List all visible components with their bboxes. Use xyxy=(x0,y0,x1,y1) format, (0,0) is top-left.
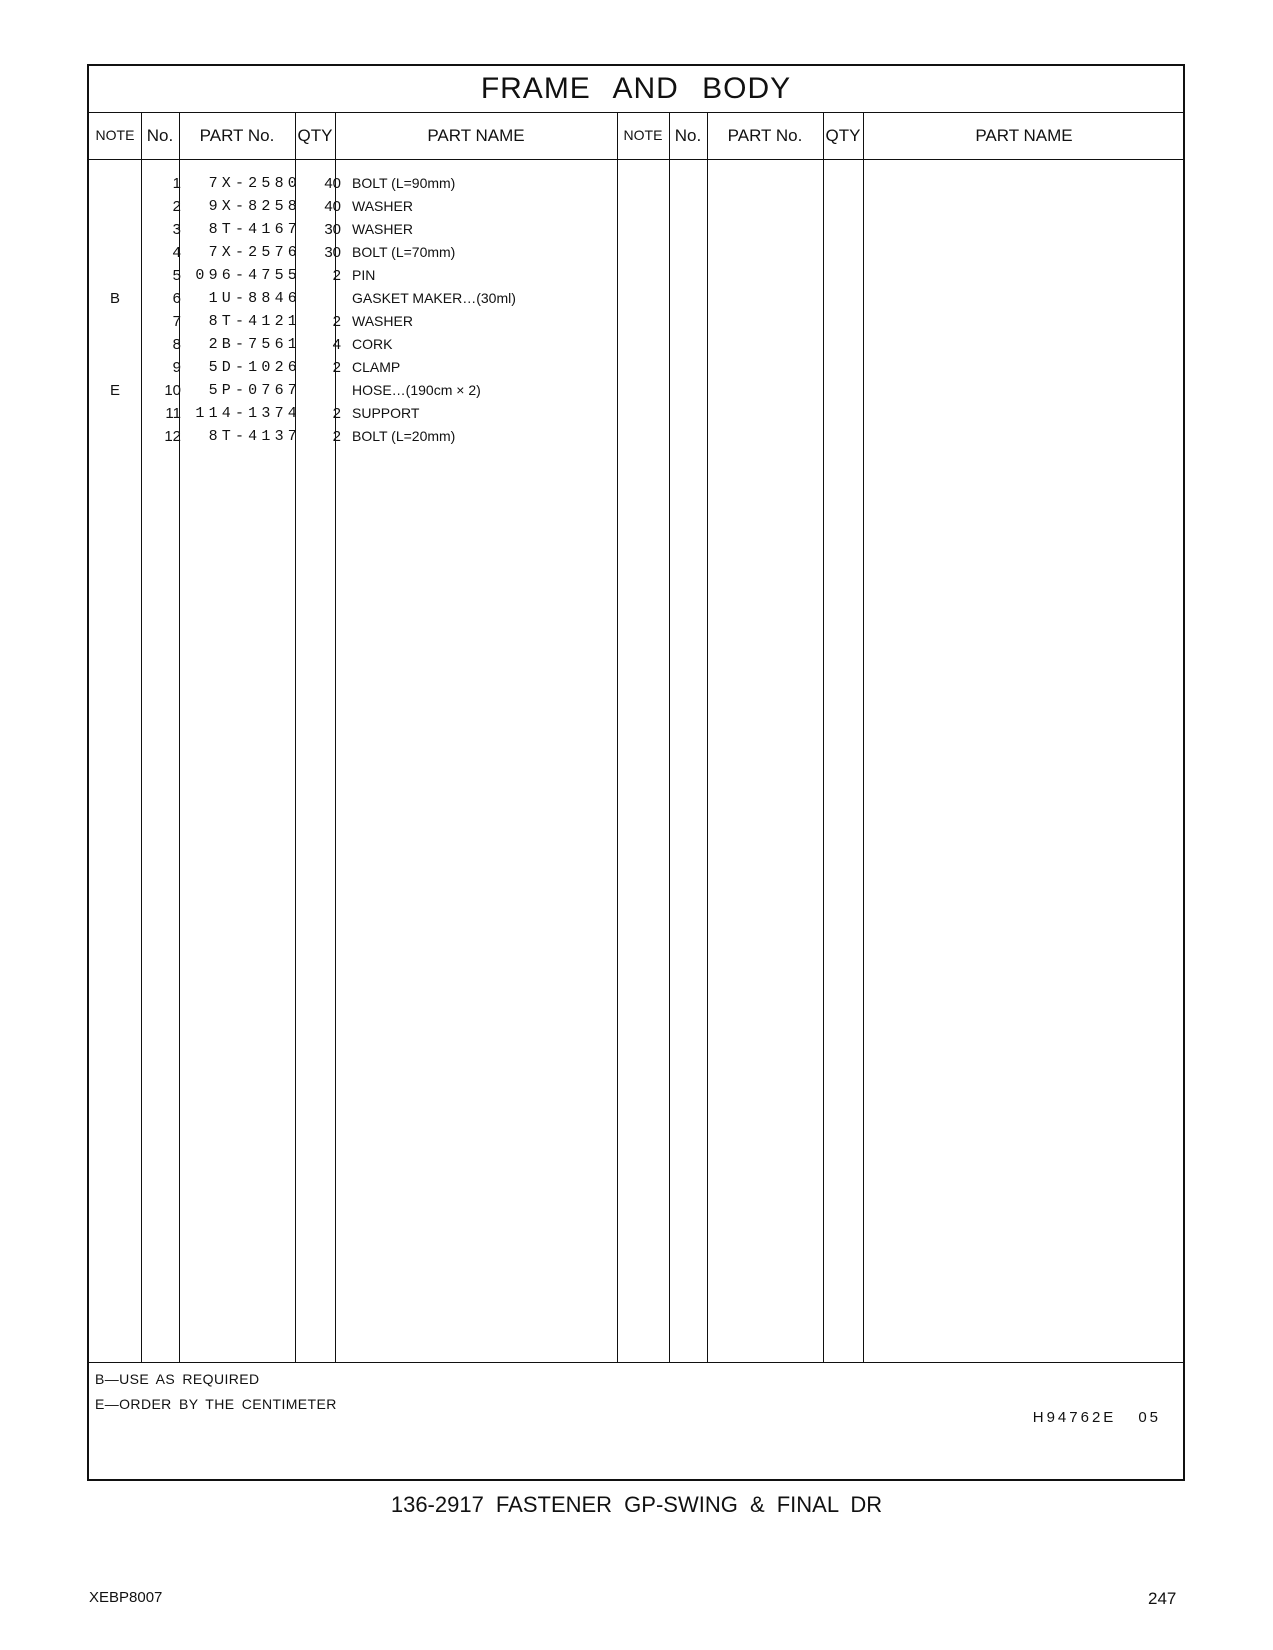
row-part-name: BOLT (L=20mm) xyxy=(352,428,456,444)
table-row xyxy=(89,333,1183,356)
row-no: 4 xyxy=(172,244,181,261)
row-part-no: 1U-8846 xyxy=(208,290,301,307)
group-caption: 136-2917 FASTENER GP-SWING & FINAL DR xyxy=(390,1492,883,1517)
table-row xyxy=(89,218,1183,241)
row-note: E xyxy=(109,382,120,399)
page-number: 247 xyxy=(1148,1589,1177,1608)
row-part-name: SUPPORT xyxy=(352,405,420,421)
table-title: FRAME AND BODY xyxy=(89,66,1183,113)
row-qty: 2 xyxy=(332,267,341,284)
row-part-name: PIN xyxy=(352,267,376,283)
row-no: 12 xyxy=(164,428,181,445)
parts-table-frame xyxy=(87,64,1185,1481)
row-part-no: 5P-0767 xyxy=(208,382,301,399)
row-qty: 2 xyxy=(332,428,341,445)
table-row xyxy=(89,287,1183,310)
row-qty: 2 xyxy=(332,405,341,422)
row-part-no: 9X-8258 xyxy=(208,198,301,215)
row-part-name: WASHER xyxy=(352,198,413,214)
row-no: 1 xyxy=(172,175,181,192)
row-part-no: 096-4755 xyxy=(195,267,301,284)
row-no: 8 xyxy=(172,336,181,353)
row-part-name: GASKET MAKER…(30ml) xyxy=(352,290,516,306)
row-part-name: CORK xyxy=(352,336,393,352)
row-no: 6 xyxy=(172,290,181,307)
row-no: 11 xyxy=(165,405,181,422)
row-part-no: 8T-4137 xyxy=(208,428,301,445)
document-id: XEBP8007 xyxy=(89,1589,163,1606)
footnote-e: E—ORDER BY THE CENTIMETER xyxy=(95,1396,337,1412)
table-header xyxy=(89,112,1183,160)
table-row xyxy=(89,264,1183,287)
table-row xyxy=(89,172,1183,195)
header-part-name: PART NAME xyxy=(427,126,525,145)
table-row xyxy=(89,356,1183,379)
header-note: NOTE xyxy=(95,127,135,143)
row-qty: 30 xyxy=(324,221,341,238)
row-part-no: 5D-1026 xyxy=(208,359,301,376)
table-row xyxy=(89,402,1183,425)
table-footer xyxy=(89,1362,1183,1482)
row-no: 5 xyxy=(172,267,181,284)
table-row xyxy=(89,195,1183,218)
row-note: B xyxy=(109,290,120,307)
row-part-name: BOLT (L=70mm) xyxy=(352,244,456,260)
row-part-no: 2B-7561 xyxy=(208,336,301,353)
header-qty-2: QTY xyxy=(825,126,861,145)
header-note-2: NOTE xyxy=(623,127,663,143)
footnote-b: B—USE AS REQUIRED xyxy=(95,1371,260,1387)
row-no: 3 xyxy=(172,221,181,238)
row-part-no: 7X-2580 xyxy=(208,175,301,192)
row-qty: 2 xyxy=(332,359,341,376)
row-qty: 30 xyxy=(324,244,341,261)
drawing-code: H94762E xyxy=(1032,1409,1117,1426)
row-no: 2 xyxy=(172,198,181,215)
row-qty: 4 xyxy=(332,336,341,353)
row-part-name: CLAMP xyxy=(352,359,401,375)
row-qty: 40 xyxy=(324,175,341,192)
row-part-name: BOLT (L=90mm) xyxy=(352,175,456,191)
row-part-no: 114-1374 xyxy=(195,405,301,422)
header-part-name-2: PART NAME xyxy=(975,126,1073,145)
row-part-no: 8T-4167 xyxy=(208,221,301,238)
row-no: 9 xyxy=(172,359,181,376)
row-qty: 2 xyxy=(332,313,341,330)
table-row xyxy=(89,425,1183,448)
header-qty: QTY xyxy=(297,126,333,145)
table-row xyxy=(89,310,1183,333)
header-no: No. xyxy=(146,126,174,145)
table-row xyxy=(89,241,1183,264)
row-qty: 40 xyxy=(324,198,341,215)
row-part-name: WASHER xyxy=(352,313,413,329)
row-no: 7 xyxy=(172,313,181,330)
header-part-no: PART No. xyxy=(199,126,275,145)
row-part-name: HOSE…(190cm × 2) xyxy=(352,382,481,398)
row-part-name: WASHER xyxy=(352,221,413,237)
row-part-no: 8T-4121 xyxy=(208,313,301,330)
row-no: 10 xyxy=(164,382,181,399)
header-no-2: No. xyxy=(674,126,702,145)
revision-number: 05 xyxy=(1138,1409,1161,1426)
table-row xyxy=(89,379,1183,402)
row-part-no: 7X-2576 xyxy=(208,244,301,261)
drawing-code-block xyxy=(1033,1409,1161,1426)
header-part-no-2: PART No. xyxy=(727,126,803,145)
